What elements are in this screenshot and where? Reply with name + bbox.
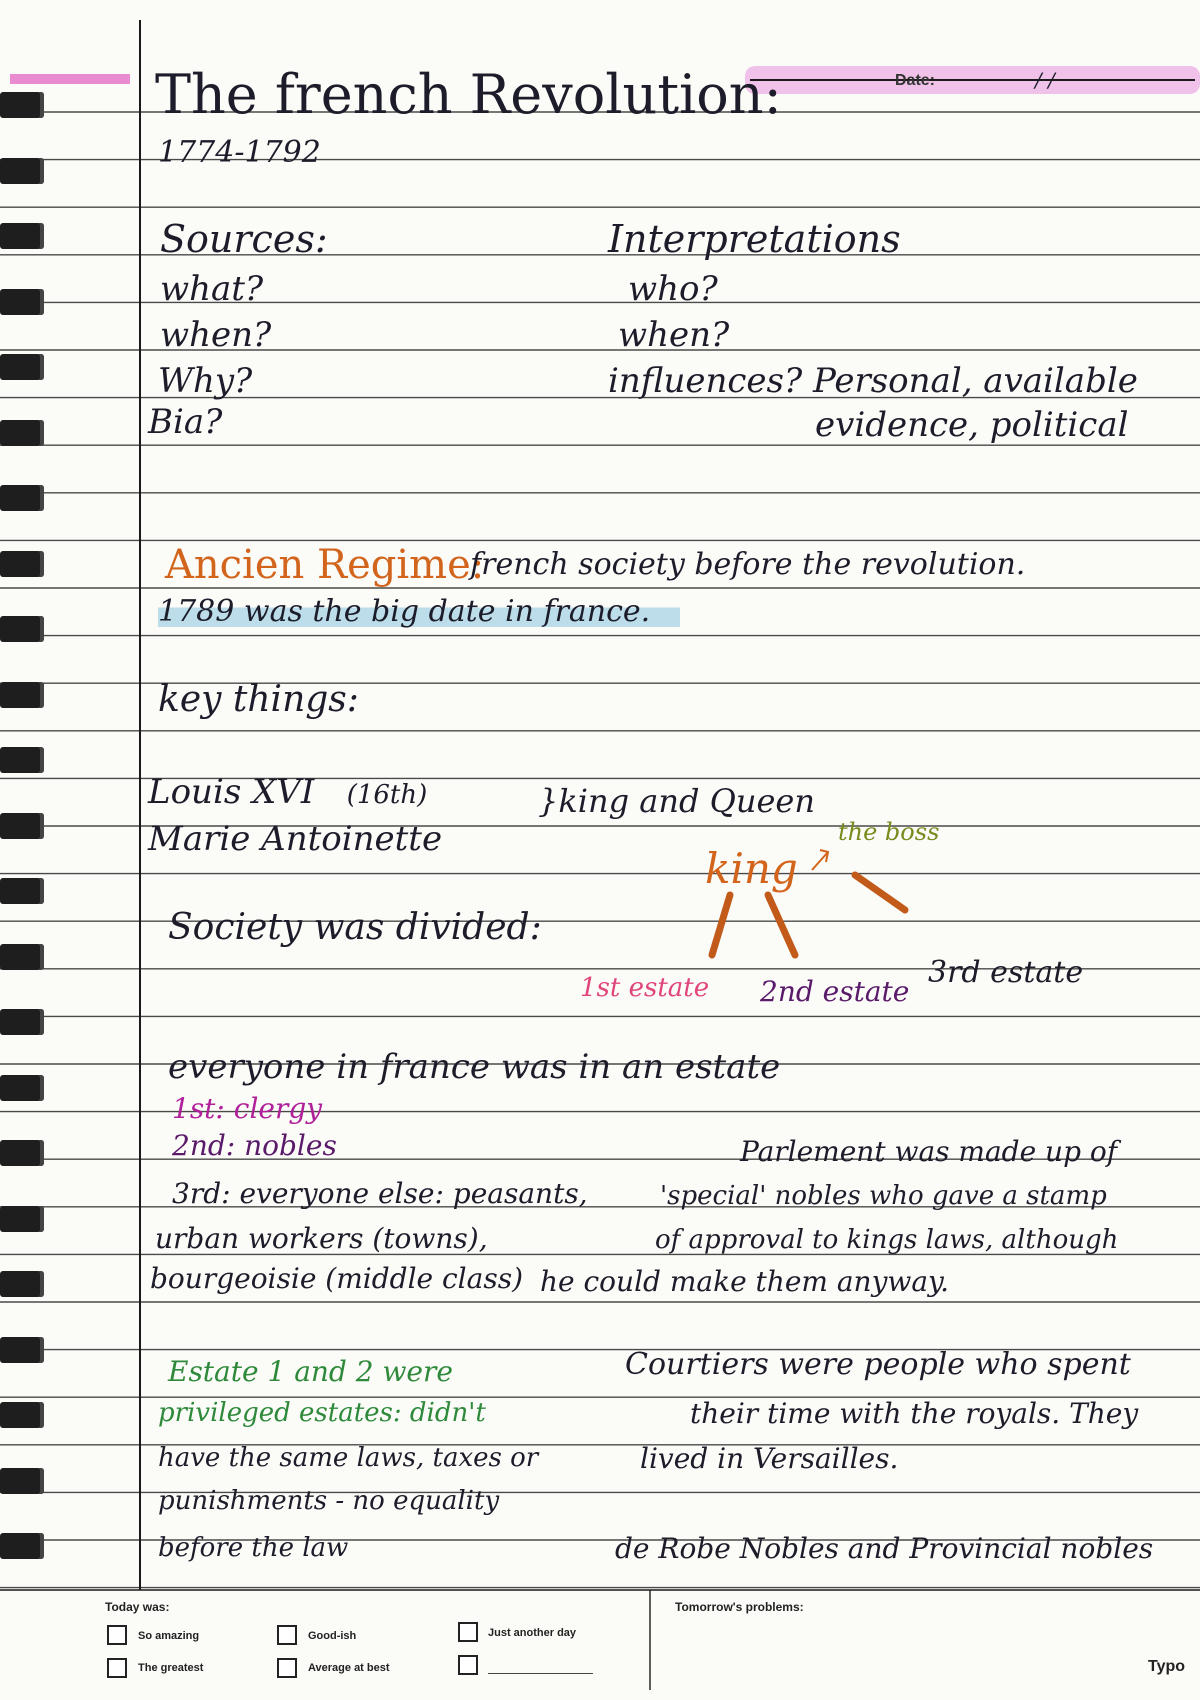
binding-ring — [0, 1468, 44, 1494]
society-heading: Society was divided: — [168, 907, 542, 948]
binding-ring — [0, 1533, 44, 1559]
interpretations-item: influences? Personal, available — [608, 361, 1138, 401]
date-label: Date: — [895, 72, 936, 89]
interpretations-item: evidence, political — [815, 405, 1129, 445]
key-things-heading: key things: — [158, 679, 359, 720]
binding-ring — [0, 1206, 44, 1232]
boss-note: the boss — [838, 818, 940, 846]
sources-item: Bia? — [148, 402, 223, 442]
estate-1-desc: 1st: clergy — [172, 1092, 323, 1125]
king-queen-note: }king and Queen — [538, 782, 815, 820]
option-label: Good-ish — [308, 1630, 357, 1642]
checkbox-just-another-day[interactable] — [458, 1622, 478, 1642]
king-label: king — [705, 844, 798, 893]
courtiers-note: Courtiers were people who spent — [625, 1347, 1131, 1382]
binding-ring — [0, 1402, 44, 1428]
courtiers-note: lived in Versailles. — [640, 1442, 899, 1475]
binding-ring — [0, 682, 44, 708]
branch-3rd — [855, 875, 905, 910]
sources-item: Why? — [158, 361, 253, 401]
estate-3-desc: bourgeoisie (middle class) — [150, 1262, 523, 1295]
branch-2nd — [768, 895, 795, 955]
sources-item: what? — [160, 269, 264, 309]
binding-ring — [0, 485, 44, 511]
binding-ring — [0, 551, 44, 577]
branch-1st — [712, 895, 730, 955]
ancien-regime-term: Ancien Regime: — [165, 542, 485, 588]
interpretations-heading: Interpretations — [608, 217, 901, 261]
interpretations-item: when? — [618, 315, 730, 355]
courtiers-note: their time with the royals. They — [690, 1397, 1139, 1430]
checkbox-custom[interactable] — [458, 1655, 478, 1675]
estate-1-label: 1st estate — [580, 973, 710, 1003]
binding-ring — [0, 944, 44, 970]
privilege-note: punishments - no equality — [158, 1486, 500, 1516]
privilege-note: before the law — [158, 1533, 349, 1563]
today-label: Today was: — [105, 1600, 170, 1614]
option-label: So amazing — [138, 1630, 200, 1642]
privilege-note: Estate 1 and 2 were — [168, 1355, 453, 1388]
binding-ring — [0, 878, 44, 904]
binding-ring — [0, 813, 44, 839]
binding-ring — [0, 223, 44, 249]
binding-ring — [0, 354, 44, 380]
estate-2-label: 2nd estate — [760, 975, 910, 1008]
brand-logo: Typo — [1148, 1658, 1186, 1675]
checkbox-the-greatest[interactable] — [107, 1658, 127, 1678]
binding-ring — [0, 1337, 44, 1363]
parlement-note: of approval to kings laws, although — [655, 1225, 1119, 1255]
parlement-note: he could make them anyway. — [540, 1265, 950, 1298]
binding-ring — [0, 289, 44, 315]
header-highlight-left — [10, 74, 130, 84]
courtiers-note: de Robe Nobles and Provincial nobles — [615, 1532, 1154, 1565]
parlement-note: Parlement was made up of — [740, 1135, 1118, 1168]
interpretations-item: who? — [628, 269, 718, 309]
ancien-regime-definition: french society before the revolution. — [470, 547, 1026, 582]
estate-3-desc: urban workers (towns), — [155, 1222, 488, 1255]
checkbox-average-at-best[interactable] — [277, 1658, 297, 1678]
sources-heading: Sources: — [160, 217, 328, 261]
estate-3-label: 3rd estate — [928, 955, 1084, 990]
key-person: Marie Antoinette — [148, 819, 443, 859]
binding-ring — [0, 420, 44, 446]
parlement-note: 'special' nobles who gave a stamp — [660, 1181, 1107, 1211]
binding-ring — [0, 1271, 44, 1297]
estate-2-desc: 2nd: nobles — [172, 1129, 337, 1162]
privilege-note: have the same laws, taxes or — [158, 1443, 539, 1473]
tomorrow-label: Tomorrow's problems: — [675, 1600, 804, 1614]
binding-ring — [0, 1009, 44, 1035]
option-label: The greatest — [138, 1662, 204, 1674]
estate-3-desc: 3rd: everyone else: peasants, — [172, 1177, 588, 1210]
date-value: / / — [1035, 68, 1055, 92]
page-title: The french Revolution: — [155, 63, 782, 126]
binding-ring — [0, 158, 44, 184]
binding-ring — [0, 1140, 44, 1166]
arrow-icon — [812, 850, 828, 870]
key-person: Louis XVI (16th) — [148, 772, 428, 812]
binding-ring — [0, 1075, 44, 1101]
option-label: Average at best — [308, 1662, 390, 1674]
estate-summary: everyone in france was in an estate — [168, 1047, 781, 1087]
privilege-note: privileged estates: didn't — [158, 1398, 486, 1428]
big-date-note: 1789 was the big date in france. — [158, 597, 680, 627]
binding-ring — [0, 92, 44, 118]
checkbox-good-ish[interactable] — [277, 1625, 297, 1645]
custom-option-line — [488, 1673, 593, 1674]
checkbox-so-amazing[interactable] — [107, 1625, 127, 1645]
option-label: Just another day — [488, 1627, 577, 1639]
binding-ring — [0, 616, 44, 642]
binding-ring — [0, 747, 44, 773]
sources-item: when? — [160, 315, 272, 355]
date-range: 1774-1792 — [158, 135, 321, 170]
